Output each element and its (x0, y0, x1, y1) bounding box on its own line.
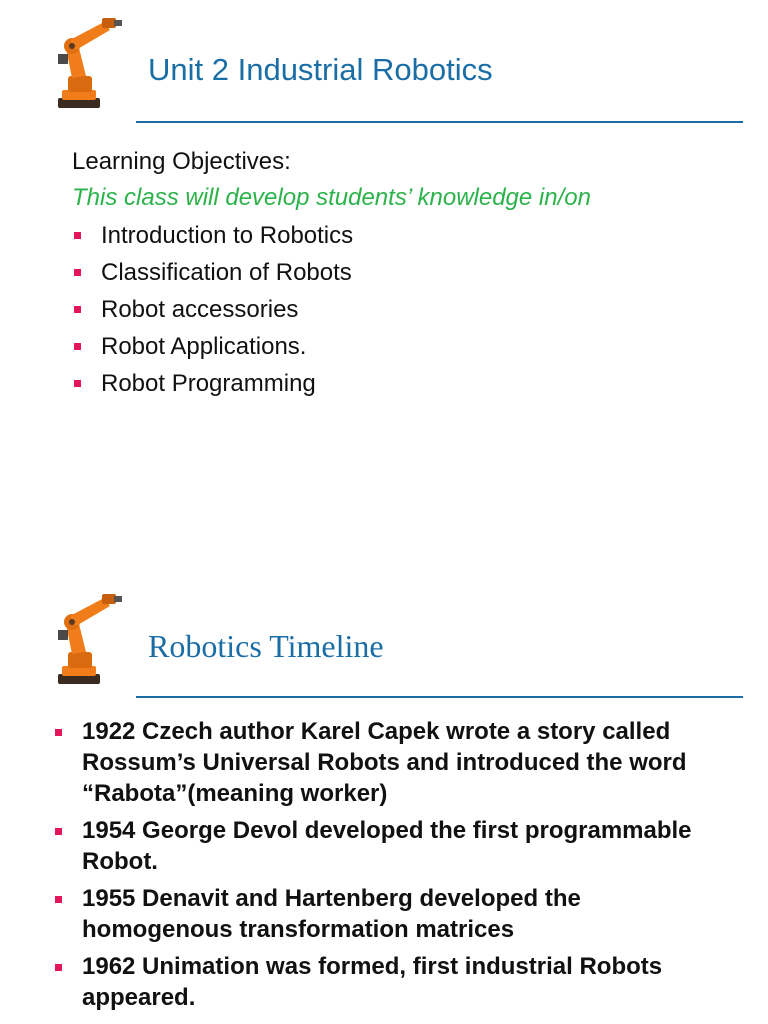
square-bullet-icon (74, 232, 81, 239)
square-bullet-icon (74, 380, 81, 387)
slide-title: Robotics Timeline (148, 628, 384, 664)
list-item: 1922 Czech author Karel Capek wrote a story called Rossum’s Universal Robots and introduced the word “Rabota”(meaning worker) (54, 716, 734, 809)
square-bullet-icon (74, 343, 81, 350)
industrial-robot-arm-icon (48, 14, 126, 110)
slide-title: Unit 2 Industrial Robotics (148, 52, 493, 87)
list-item: Classification of Robots (72, 257, 353, 294)
square-bullet-icon (55, 896, 62, 903)
title-divider (136, 696, 743, 698)
title-divider (136, 121, 743, 123)
objectives-list (72, 220, 353, 405)
list-item: Introduction to Robotics (72, 220, 353, 257)
square-bullet-icon (55, 964, 62, 971)
objectives-intro: This class will develop students’ knowledge in/on (72, 184, 591, 211)
list-item: 1954 George Devol developed the first programmable Robot. (54, 815, 734, 877)
list-item: 1962 Unimation was formed, first industrial Robots appeared. (54, 951, 734, 1013)
industrial-robot-arm-icon (48, 590, 126, 686)
square-bullet-icon (55, 828, 62, 835)
list-item: Robot Programming (72, 368, 353, 405)
list-item: Robot accessories (72, 294, 353, 331)
objectives-heading: Learning Objectives: (72, 148, 291, 175)
list-item: Robot Applications. (72, 331, 353, 368)
square-bullet-icon (74, 306, 81, 313)
timeline-list (54, 716, 734, 1019)
list-item: 1955 Denavit and Hartenberg developed the homogenous transformation matrices (54, 883, 734, 945)
square-bullet-icon (74, 269, 81, 276)
square-bullet-icon (55, 729, 62, 736)
